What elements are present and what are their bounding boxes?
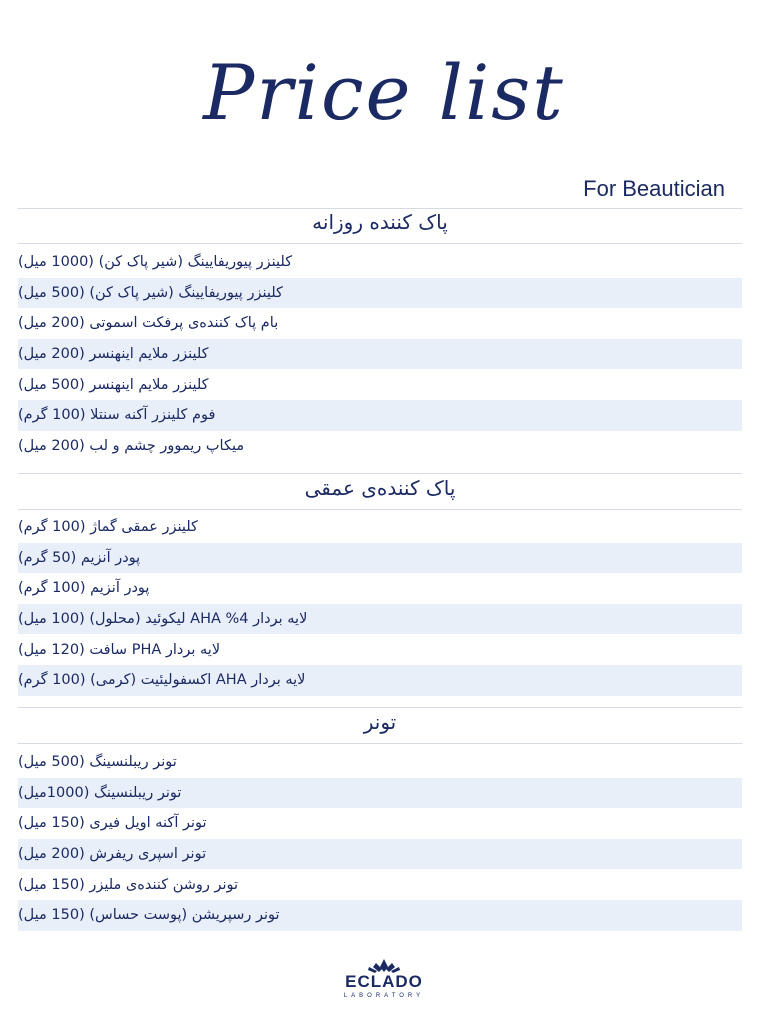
list-item: لایه بردار PHA سافت (120 میل) [18, 641, 221, 658]
section-list-deep-cleansers [18, 512, 742, 696]
divider [18, 473, 742, 474]
list-item: تونر روشن کننده‌ی ملیزر (150 میل) [18, 876, 239, 893]
list-item: تونر ریبلنسینگ (500 میل) [18, 754, 177, 771]
list-item: لایه بردار AHA %4 لیکوئید (محلول) (100 میل) [18, 604, 742, 635]
list-item: پودر آنزیم (100 گرم) [18, 580, 150, 597]
audience-subtitle: For Beautician [583, 176, 725, 201]
divider [18, 509, 742, 510]
list-item: کلینزر ملایم اینهنسر (500 میل) [18, 376, 209, 393]
list-item: لایه بردار AHA اکسفولیئیت (کرمی) (100 گرم) [18, 665, 742, 696]
section-list-toners [18, 747, 742, 931]
list-item: تونر آکنه اویل فیری (150 میل) [18, 815, 207, 832]
list-item: کلینزر پیوریفایینگ (شیر پاک کن) (1000 میل) [18, 254, 293, 271]
divider [18, 243, 742, 244]
divider [18, 208, 742, 209]
brand-subtitle: LABORATORY [343, 993, 425, 999]
divider [18, 707, 742, 708]
page-title: Price list [203, 48, 565, 137]
divider [18, 743, 742, 744]
list-item: کلینزر پیوریفایینگ (شیر پاک کن) (500 میل) [18, 278, 742, 309]
section-title-toners: تونر [363, 710, 397, 734]
list-item: تونر رسپریشن (پوست حساس) (150 میل) [18, 900, 742, 931]
list-item: تونر اسپری ریفرش (200 میل) [18, 839, 742, 870]
list-item: تونر ریبلنسینگ (1000میل) [18, 778, 742, 809]
list-item: پودر آنزیم (50 گرم) [18, 543, 742, 574]
section-list-daily-cleansers [18, 247, 742, 461]
brand-name: ECLADO [345, 972, 423, 991]
list-item: کلینزر عمقی گماژ (100 گرم) [18, 519, 198, 536]
list-item: میکاپ ریموور چشم و لب (200 میل) [18, 437, 245, 454]
list-item: کلینزر ملایم اینهنسر (200 میل) [18, 339, 742, 370]
list-item: فوم کلینزر آکنه سنتلا (100 گرم) [18, 400, 742, 431]
brand-logo [0, 958, 768, 999]
section-title-daily-cleansers: پاک کننده روزانه [312, 210, 448, 234]
list-item: بام پاک کننده‌ی پرفکت اسموتی (200 میل) [18, 315, 279, 332]
section-title-deep-cleansers: پاک کننده‌ی عمقی [304, 476, 456, 500]
